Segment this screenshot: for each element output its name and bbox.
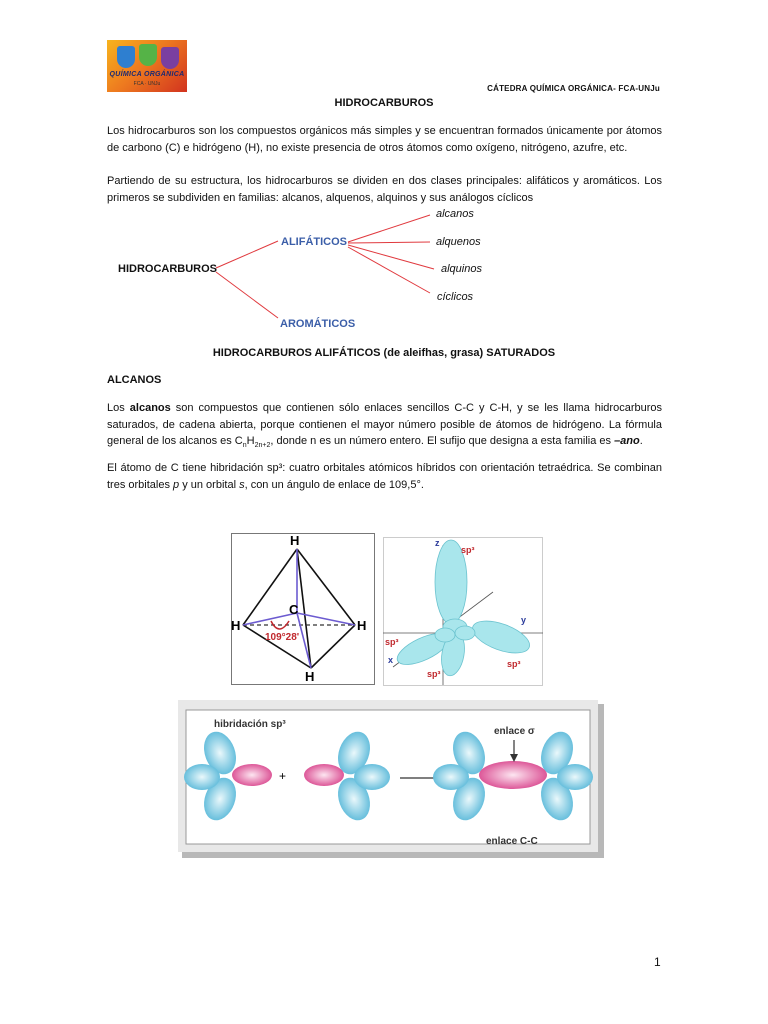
intro-paragraph-1: Los hidrocarburos son los compuestos orgánicos más simples y se encuentran formados únicamente por átomos de carbono (C) e hidrógeno (H), no existe presencia de otros átomos como oxígeno, nitrógeno, azufre, etc. (107, 125, 662, 154)
logo-subtext: FCA · UNJu (133, 81, 161, 87)
hybridization-label: hibridación sp³ (214, 719, 286, 730)
text-run: , con un ángulo de enlace de 109,5°. (244, 478, 424, 491)
subscript: n (242, 442, 247, 450)
lobe-label-top: sp³ (461, 545, 475, 555)
atom-h-top: H (290, 533, 300, 548)
atom-c: C (289, 602, 299, 617)
tetrahedron-figure (231, 533, 375, 685)
text-run: Los (107, 402, 130, 414)
text-run: El átomo de C tiene hibridación sp³: cuatro orbitales atómicos híbridos con orientación tetraédrica. Se combinan tres orbitales (107, 462, 662, 491)
tree-aliphatic-label: ALIFÁTICOS (281, 236, 347, 248)
sigma-bond-label: enlace σ (494, 726, 535, 737)
cc-bond-label: enlace C-C (486, 836, 538, 847)
logo-text: QUÍMICA ORGÁNICA (109, 71, 185, 78)
text-run: , donde n es un número entero. El sufijo que designa a esta familia es (270, 435, 615, 447)
subscript: 2n+2 (254, 442, 271, 450)
tree-family-alcanos: alcanos (436, 208, 474, 220)
text-run: –ano (614, 435, 640, 447)
text-run: s (239, 478, 245, 491)
page-number: 1 (654, 955, 661, 969)
section-title: HIDROCARBUROS ALIFÁTICOS (de aleifhas, grasa) SATURADOS (212, 347, 556, 359)
atom-h-left: H (231, 618, 241, 633)
text-run: . (639, 435, 643, 447)
page-title: HIDROCARBUROS (334, 97, 434, 109)
alcanos-paragraph-1 (107, 400, 662, 455)
tree-root-label: HIDROCARBUROS (118, 263, 217, 275)
classification-tree-lines (0, 0, 768, 340)
tree-family-alquinos: alquinos (441, 263, 482, 275)
tree-family-alquenos: alquenos (436, 236, 481, 248)
text-run: y un orbital (179, 478, 240, 491)
sigma-bond-figure (178, 700, 604, 858)
lobe-label-bottom: sp³ (427, 669, 441, 679)
lobe-label-right: sp³ (507, 659, 521, 669)
bond-angle-label: 109°28' (265, 632, 300, 643)
alcanos-heading: ALCANOS (107, 374, 162, 386)
text-run: son compuestos que contienen sólo enlaces sencillos C-C y C-H, y se les llama hidrocarburos saturados, de cadena abierta, porque contienen el mayor número posible de átomos de hidrógeno. La fórmula general de los alcanos es C (107, 402, 663, 447)
atom-h-right: H (357, 618, 367, 633)
lobe-label-left: sp³ (385, 637, 399, 647)
text-run: p (173, 478, 180, 491)
text-run: H (246, 435, 255, 447)
alcanos-paragraph-2 (107, 460, 662, 493)
tree-aromatic-label: AROMÁTICOS (280, 318, 356, 330)
intro-paragraph-2: Partiendo de su estructura, los hidrocarburos se dividen en dos clases principales: alifáticos y aromáticos. Los primeros se subdividen en familias: alcanos, alquenos, alquinos y sus análogos cíclicos (107, 175, 662, 204)
header-chair-name: CÁTEDRA QUÍMICA ORGÁNICA- FCA-UNJu (487, 84, 660, 93)
sp3-orbital-figure (383, 537, 543, 686)
axis-y-label: y (521, 615, 527, 625)
text-run: alcanos (129, 402, 171, 414)
plus-sign: + (279, 769, 287, 783)
atom-h-bottom: H (305, 669, 315, 684)
axis-x-label: x (388, 655, 394, 665)
tree-family-ciclicos: cíclicos (437, 291, 474, 303)
axis-z-label: z (435, 538, 440, 548)
